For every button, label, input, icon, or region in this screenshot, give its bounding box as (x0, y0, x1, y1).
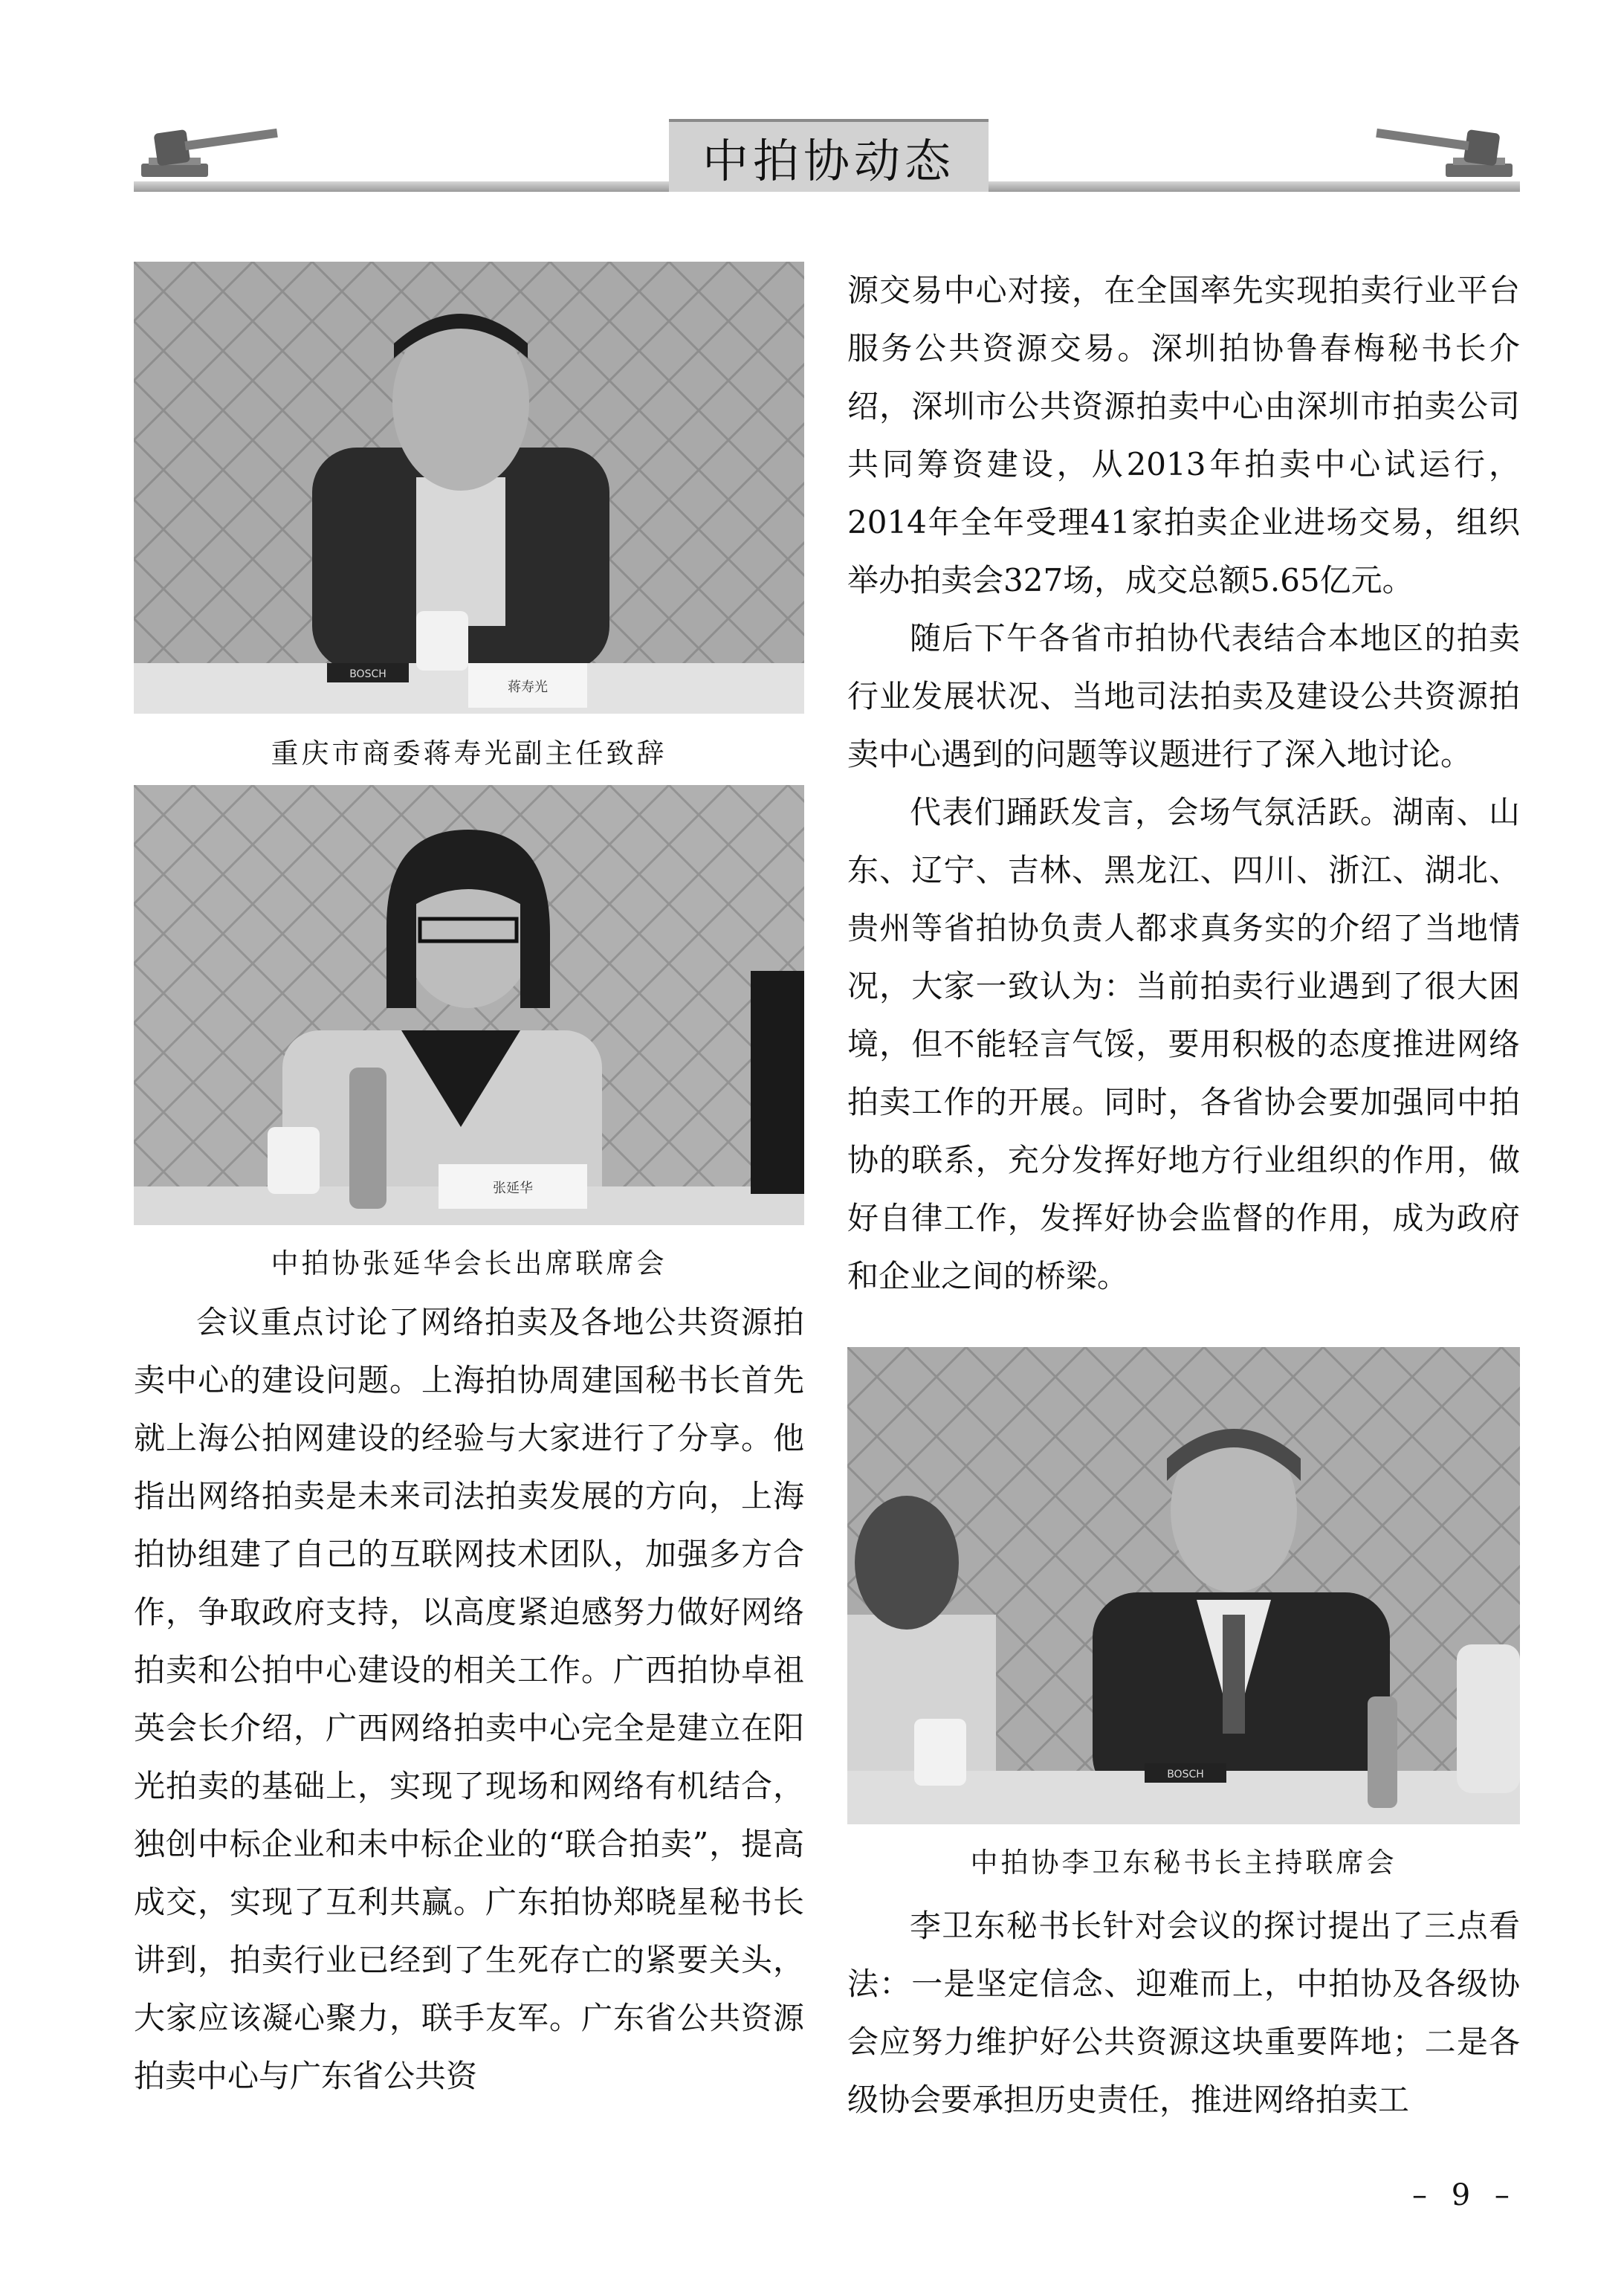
left-column (134, 262, 804, 2105)
photo-image (134, 262, 804, 714)
photo-speaker-1 (134, 262, 804, 714)
photo-speaker-2 (134, 785, 804, 1225)
article-paragraph: 代表们踊跃发言，会场气氛活跃。湖南、山东、辽宁、吉林、黑龙江、四川、浙江、湖北、贵州等省拍协负责人都求真务实的介绍了当地情况，大家一致认为：当前拍卖行业遇到了很大困境，但不能轻言气馁，要用积极的态度推进网络拍卖工作的开展。同时，各省协会要加强同中拍协的联系，充分发挥好地方行业组织的作用，做好自律工作，发挥好协会监督的作用，成为政府和企业之间的桥梁。 (847, 794, 1520, 1294)
mic-brand-text: BOSCH (1167, 1769, 1204, 1780)
right-column (847, 262, 1520, 2129)
nameplate-text: 张延华 (493, 1181, 533, 1196)
right-article-body-bottom (847, 1897, 1520, 2129)
photo-speaker-3 (847, 1347, 1520, 1824)
article-paragraph: 源交易中心对接，在全国率先实现拍卖行业平台服务公共资源交易。深圳拍协鲁春梅秘书长介绍，深圳市公共资源拍卖中心由深圳市拍卖公司共同筹资建设，从2013年拍卖中心试运行，2014年全年受理41家拍卖企业进场交易，组织举办拍卖会327场，成交总额5.65亿元。 (847, 272, 1520, 598)
mic-brand-text: BOSCH (349, 668, 386, 680)
photo-caption-3: 中拍协李卫东秘书长主持联席会 (970, 1847, 1397, 1879)
article-paragraph: 李卫东秘书长针对会议的探讨提出了三点看法：一是坚定信念、迎难而上，中拍协及各级协会应努力维护好公共资源这块重要阵地；二是各级协会要承担历史责任，推进网络拍卖工 (847, 1908, 1520, 2118)
photo-caption-1: 重庆市商委蒋寿光副主任致辞 (271, 737, 667, 769)
photo-caption-2: 中拍协张延华会长出席联席会 (271, 1247, 667, 1279)
left-article-body (134, 1294, 804, 2105)
header-title-box (669, 119, 989, 192)
gavel-icon (134, 112, 282, 186)
header-title: 中拍协动态 (702, 133, 955, 188)
article-paragraph: 随后下午各省市拍协代表结合本地区的拍卖行业发展状况、当地司法拍卖及建设公共资源拍卖中心遇到的问题等议题进行了深入地讨论。 (847, 620, 1520, 772)
gavel-icon (1371, 112, 1520, 186)
nameplate-text: 蒋寿光 (508, 679, 548, 695)
page-number: – 9 – (1412, 2178, 1517, 2212)
right-article-body-top (847, 262, 1520, 1305)
photo-image (134, 785, 804, 1225)
photo-image (847, 1347, 1520, 1824)
page-header (134, 112, 1520, 193)
article-paragraph: 会议重点讨论了网络拍卖及各地公共资源拍卖中心的建设问题。上海拍协周建国秘书长首先就上海公拍网建设的经验与大家进行了分享。他指出网络拍卖是未来司法拍卖发展的方向，上海拍协组建了自己的互联网技术团队，加强多方合作，争取政府支持，以高度紧迫感努力做好网络拍卖和公拍中心建设的相关工作。广西拍协卓祖英会长介绍，广西网络拍卖中心完全是建立在阳光拍卖的基础上，实现了现场和网络有机结合，独创中标企业和未中标企业的“联合拍卖”，提高成交，实现了互利共赢。广东拍协郑晓星秘书长讲到，拍卖行业已经到了生死存亡的紧要关头，大家应该凝心聚力，联手友军。广东省公共资源拍卖中心与广东省公共资 (134, 1304, 804, 2094)
